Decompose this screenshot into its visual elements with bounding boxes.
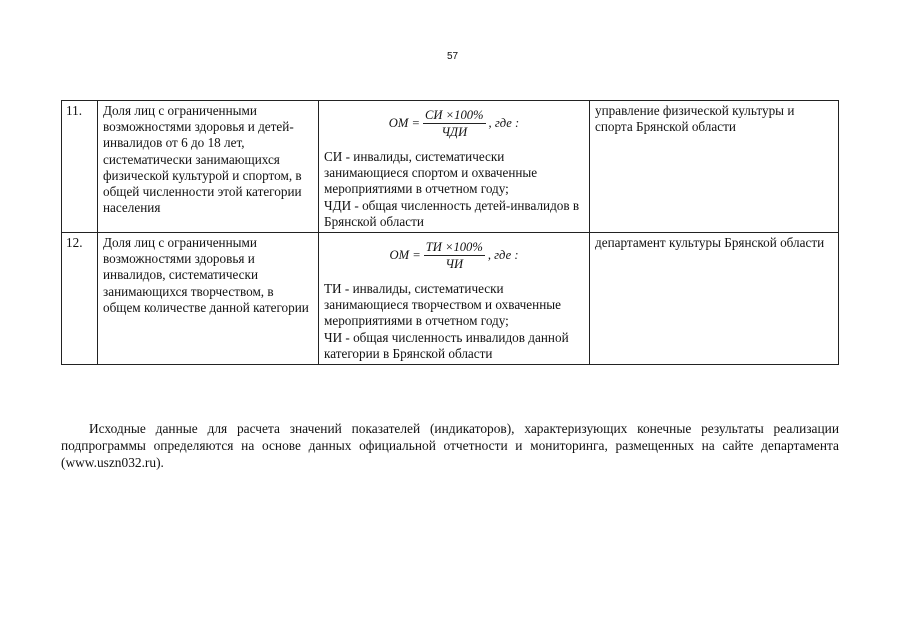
formula-suffix: , где : (488, 115, 520, 130)
indicators-table (61, 100, 839, 365)
source-data-note: Исходные данные для расчета значений показателей (индикаторов), характеризующих конечные результаты реализации подпрограммы определяются на основе данных официальной отчетности и мониторинга, размещенных на сайте департамента (www.uszn032.ru). (61, 421, 839, 470)
formula-numerator: ТИ ×100% (425, 239, 483, 254)
formula-lhs: ОМ = (388, 115, 421, 130)
formula-lhs: ОМ = (389, 247, 421, 262)
formula (324, 235, 584, 275)
calculation-method (319, 101, 590, 233)
page-number: 57 (446, 51, 459, 62)
variable-definition: ТИ - инвалиды, систематически занимающиеся творчеством и охваченные мероприятиями в отчетном году; (324, 281, 561, 329)
responsible-body: управление физической культуры и спорта Брянской области (590, 101, 839, 233)
row-number: 12. (62, 233, 98, 365)
row-number: 11. (62, 101, 98, 233)
formula-denominator: ЧИ (445, 256, 464, 271)
variable-definition: ЧДИ - общая численность детей-инвалидов в Брянской области (324, 197, 580, 229)
formula (324, 103, 584, 143)
indicator-name: Доля лиц с ограниченными возможностями здоровья и инвалидов, систематически занимающихся творчеством, в общем количестве данной категории (98, 233, 319, 365)
variable-definition: ЧИ - общая численность инвалидов данной категории в Брянской области (324, 329, 569, 361)
formula-numerator: СИ ×100% (425, 107, 484, 122)
indicator-name: Доля лиц с ограниченными возможностями здоровья и детей-инвалидов от 6 до 18 лет, систематически занимающихся физической культурой и спортом, в общей численности этой категории населения (98, 101, 319, 233)
table-row (62, 233, 839, 365)
formula-suffix: , где : (487, 247, 519, 262)
calculation-method (319, 233, 590, 365)
formula-denominator: ЧДИ (441, 124, 468, 139)
responsible-body: департамент культуры Брянской области (590, 233, 839, 365)
formula-fraction (423, 108, 486, 139)
table-row (62, 101, 839, 233)
formula-fraction (424, 240, 485, 271)
variable-definition: СИ - инвалиды, систематически занимающиеся спортом и охваченные мероприятиями в отчетном году; (324, 149, 538, 197)
